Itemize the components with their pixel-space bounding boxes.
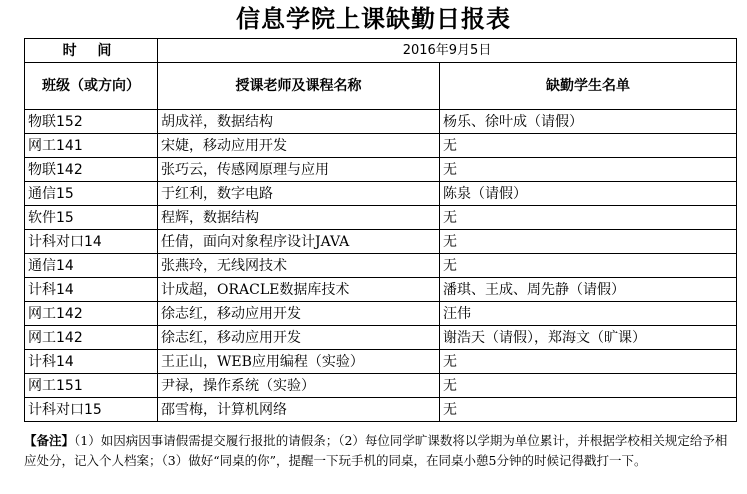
table-row <box>25 326 737 350</box>
teacher-course-cell: 徐志红，移动应用开发 <box>158 302 440 326</box>
class-cell: 网工141 <box>25 134 158 158</box>
absent-students-cell: 陈泉（请假） <box>440 182 737 206</box>
class-cell: 通信15 <box>25 182 158 206</box>
class-cell: 物联142 <box>25 158 158 182</box>
class-cell: 网工142 <box>25 302 158 326</box>
table-row <box>25 254 737 278</box>
teacher-course-cell: 计成超，ORACLE数据库技术 <box>158 278 440 302</box>
table-row <box>25 278 737 302</box>
table-row <box>25 134 737 158</box>
teacher-course-cell: 胡成祥，数据结构 <box>158 110 440 134</box>
report-title: 信息学院上课缺勤日报表 <box>236 4 511 33</box>
absent-students-cell: 谢浩天（请假），郑海文（旷课） <box>440 326 737 350</box>
header-teacher-course: 授课老师及课程名称 <box>158 63 440 110</box>
class-cell: 计科14 <box>25 350 158 374</box>
table-row <box>25 110 737 134</box>
time-label: 时 间 <box>25 39 158 63</box>
absent-students-cell: 无 <box>440 254 737 278</box>
absent-students-cell: 无 <box>440 374 737 398</box>
class-cell: 物联152 <box>25 110 158 134</box>
class-cell: 软件15 <box>25 206 158 230</box>
table-row <box>25 182 737 206</box>
remarks-text: （1）如因病因事请假需提交履行报批的请假条；（2）每位同学旷课数将以学期为单位累计，并根据学校相关规定给予相应处分，记入个人档案；（3）做好“同桌的你”，提醒一下玩手机的同桌，在同桌小憩5分钟的时候记得戳打一下。 <box>24 433 728 468</box>
class-cell: 计科14 <box>25 278 158 302</box>
table-row <box>25 206 737 230</box>
table-row <box>25 302 737 326</box>
absent-students-cell: 潘琪、王成、周先静（请假） <box>440 278 737 302</box>
absent-students-cell: 无 <box>440 350 737 374</box>
teacher-course-cell: 徐志红，移动应用开发 <box>158 326 440 350</box>
column-header-row <box>25 63 737 110</box>
absent-students-cell: 无 <box>440 230 737 254</box>
class-cell: 计科对口14 <box>25 230 158 254</box>
class-cell: 计科对口15 <box>25 398 158 422</box>
table-row <box>25 374 737 398</box>
remarks <box>24 431 736 470</box>
absent-students-cell: 无 <box>440 398 737 422</box>
absent-students-cell: 汪伟 <box>440 302 737 326</box>
class-cell: 网工151 <box>25 374 158 398</box>
teacher-course-cell: 王正山，WEB应用编程（实验） <box>158 350 440 374</box>
teacher-course-cell: 程辉，数据结构 <box>158 206 440 230</box>
class-cell: 网工142 <box>25 326 158 350</box>
absent-students-cell: 杨乐、徐叶成（请假） <box>440 110 737 134</box>
header-absent-students: 缺勤学生名单 <box>440 63 737 110</box>
class-cell: 通信14 <box>25 254 158 278</box>
absent-students-cell: 无 <box>440 206 737 230</box>
teacher-course-cell: 张巧云，传感网原理与应用 <box>158 158 440 182</box>
report-date: 2016年9月5日 <box>158 39 737 63</box>
table-row <box>25 158 737 182</box>
teacher-course-cell: 张燕玲，无线网技术 <box>158 254 440 278</box>
teacher-course-cell: 尹禄，操作系统（实验） <box>158 374 440 398</box>
table-row <box>25 230 737 254</box>
absence-report-table <box>24 38 737 422</box>
absent-students-cell: 无 <box>440 134 737 158</box>
teacher-course-cell: 于红利，数字电路 <box>158 182 440 206</box>
table-row <box>25 350 737 374</box>
absent-students-cell: 无 <box>440 158 737 182</box>
teacher-course-cell: 邵雪梅，计算机网络 <box>158 398 440 422</box>
teacher-course-cell: 任倩，面向对象程序设计JAVA <box>158 230 440 254</box>
header-class: 班级（或方向） <box>25 63 158 110</box>
teacher-course-cell: 宋婕，移动应用开发 <box>158 134 440 158</box>
date-row <box>25 39 737 63</box>
remarks-tag: 【备注】 <box>24 433 75 448</box>
table-row <box>25 398 737 422</box>
